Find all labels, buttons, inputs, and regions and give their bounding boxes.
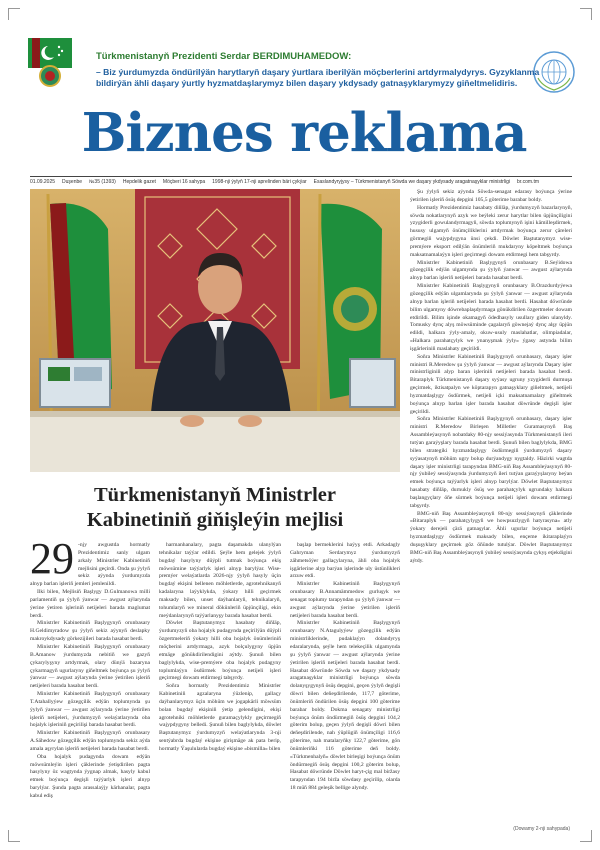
crop-mark-bottom-right bbox=[580, 830, 592, 842]
article-paragraph: harmanhanalary, pagta daşamakda ulanylýan tehnikalar taýýar edildi. Şeýle hem gelejek ýylyň bugdaý hasylyny düýpli tutmak boýunça ekiş möwsümine taýýarlyk işleri alnyp barylýar. Wise-premýer welaýatlarda 2026-njy ýylyň hasyly üçin bugdaý ekişini bellenen möhletlerde, agrotehnikanyň kadalaryna laýyklykda, ýokary hilli geçirmek maksady bilen, unset daýhanlaryň, tehnikalaryň, tohumlaryň we mineral dökünleriň üpjünçiligi, ekin meýdanlarynyň taýýarlanyşy barada hasabat berdi. bbox=[159, 542, 281, 619]
president-quote: – Biz ýurdumyzda öndürilýän harytlaryň daşary ýurtlara iberilýän möçberlerini artdyrmalydyrys. Gyzyklanma bildirýän ähli daşary ýurtly hyzmatdaşlarymyz bilen daşary ykdysady gatnaşyklarymyzy giňeltmelidiris. bbox=[96, 67, 540, 88]
article-paragraph: Soňra Ministrler Kabinetiniň Başlygynyň orunbasary, daşary işler ministri R.Meredow Birleşen Milletler Guramasynyň Baş Assambleýasynyň nobatdaky 80-njy sessiýasynda Türkmenistanyň ileri tutýan garaýyşlary barada hasabat berdi. Şunuň bilen baglylykda, BMG bilen strategiki hyzmatdaşlygy ösdürmegiň ýurdumyzyň daşary syýasatynyň möhüm ugry bolup durýandygy nygtaldy. Häzirki wagtda daşary işler ministrligi tarapyndan BMG-niň Baş Assambleýasynyň 80-njy ýubileý sessiýasynda ýurdumyzyň ileri tutýan garaýyşlaryny beýan etmek boýunça taýýarlyk işleri alnyp barylýar. Döwlet Baştutanymyz hasabaty diňläp, durnukly ösüş we parahatçylyk ugrundaky halkara başlangyçlary öňe sürmek boýunça netijeli işleri dowam etdirmegi tabşyrdy. bbox=[410, 416, 572, 509]
issue-info-bar bbox=[30, 176, 572, 188]
article-paragraph: -njy awgustda hormatly Prezidentimiz sanly ulgam arkaly Ministrler Kabinetiniň mejlisini geçirdi. Onda şu ýylyň sekiz aýynda ýurdumyzda alnyp barlan işleriň jemleri jemlenildi. bbox=[30, 542, 150, 588]
article-paragraph: Oba hojalyk pudagynda dowam edýän möwsümleýin işleri çäklerinde ýetişdirilen pagta hasylyny öz wagtynda ýygnap almak, hasyly kabul etmek boýunça degişli taýýarlyk işleri alnyp barylýar. Şunda pagta arassalaýjy kärhanalar, pagta kabul ediş bbox=[30, 753, 150, 799]
article-column-4 bbox=[410, 189, 572, 839]
article-paragraph: Ministrler Kabinetiniň Başlygynyň orunbasary B.Orazdurdyýewa gözegçilik edýän ulgamlarynda şu ýylyň ýanwar — awgust aýlarynda alnyp barlan işleriň netijeleri barada hasabat berdi. Hasabat döwründe bilim ulgamyny döwrebaplaşdyrmaga gönükdirilen özgertmeler dowam etdirildi. Bilim işinde okamagyň ödedhasyly usullary giden ulanyldy. Tomusky dynç alyş möwsüminde çagalaryň göwnejaý dynç alşy üpjün edildi, halkara ýyly-amaly, okuw-usuly maslahatlar, olimpiadalar, «Halkara parahatçylyk we ynanyşmak ýyly» ýgasy astynda bilim işgärleriniň maslahaty geçirildi. bbox=[410, 283, 572, 352]
president-photo bbox=[30, 189, 400, 472]
crop-mark-bottom-left bbox=[8, 830, 20, 842]
article-paragraph: Ilki bilen, Mejlisiň Başlygy D.Gulmanowa milli parlamentiň şu ýylyň ýanwar — awgust aýlarynda ýerine ýetiren işleriniň netijeleri barada maglumat berdi. bbox=[30, 589, 150, 619]
newspaper-masthead: Biznes reklama bbox=[81, 102, 527, 164]
president-title: Türkmenistanyň Prezidenti Serdar BERDIMUHAMEDOW: bbox=[96, 51, 352, 62]
article-paragraph: Ministrler Kabinetiniň Başlygynyň orunbasary T.Atahallyýew gözegçilik edýän toplumynda şu ýylyň ýanwar — awgust aýlarynda ýerine ýetirilen işleriň netijeleri, ýurdumyzyň welaýatlarynda oba hojalyk işleriniň geçirilişi barada hasabat berdi. bbox=[30, 691, 150, 729]
issue-pages: Möçberi 16 sahypa bbox=[162, 179, 206, 185]
article-column-1 bbox=[30, 542, 150, 832]
article-paragraph: Ministrler Kabinetiniň Başlygynyň orunbasary N.Atagulyýew gözegçilik edýän ministrliklerinde, pudaklaýyn dolandyryş edaralarynda, şeýle hem telekeçilik ulgamynda şu ýylyň ýanwar — awgust aýlarynda ýerine ýetirilen işleriň netijeleri barada hasabat berdi. Hasabat döwründe Söwda we daşary ykdysady aragatnaşyklar ministrligi boýunça söwda dolanyşygynyň ösüş depgini, geçen ýylyň degişli döwri bilen deňeşdirilende, 117,7 göterime, önümleriň öndürilen ösüş depgini 100 göterime barabar boldy. Dokma senagaty ministrligi boýunça önüm öndürmegiň ösüş depgini 104,2 göterim bolup, geçen ýylyň degişli döwri bilen deňeşdirilende, nah ýüplügiň önümçiligi 116,6 göterime, nah matalaryňky 122,7 göterime, gön önümleriňki 116 göterime deň boldy. «Türkmenhalyň» döwlet birleşigi boýunça önüm öndürmegiň ösüş depgini 100,2 göterim bolup, Hasabat döwründe Döwlet haryt-çig mal biržasy tarapyndan 194 birža söwdasy geçirilip, olarda 18 müň 884 geleşik bellige alyndy. bbox=[290, 620, 400, 792]
issue-weekday: Duşenbe bbox=[62, 179, 83, 185]
article-paragraph: Ministrler Kabinetiniň Başlygynyň orunbasary B.Annamämmedow gurluşyk we senagat toplumy tarapyndan şu ýylyň ýanwar — awgust aýlarynda ýerine ýetirilen işleriň netijeleri barada hasabat berdi. bbox=[290, 581, 400, 619]
headline-line-2: Kabinetiniň giňişleýin mejlisi bbox=[86, 509, 344, 531]
issue-website: br.com.tm bbox=[517, 179, 539, 185]
article-paragraph: başlap bermeklerini haýyş etdi. Arkadagly Gahryman Serdarymyz ýurdumyzyň zähmetsöýer gallaçylaryna, ähli oba hojalyk işgärlerine alyp barýan işlerinde uly üstünlikleri arzuw etdi. bbox=[290, 542, 400, 580]
article-paragraph: Hormatly Prezidentimiz hasabaty diňläp, ýurdumyzyň bazarlarynyň, söwda nokatlarynyň azyk we beýleki zerur harytlar bilen üpjünçiligini yzygiderli gowulandyrmagyň, söwda toplumynyň işini kämilleşdirmek, hususy ulgamyň önümçiliklerini artdyrmak boýunça zerur çäreleri görmegiň wajypdygyna ünsi çekdi. Döwlet Baştutanymyz wise-premýere eksport edilýän önümleriň mukdaryny köpeltmek boýunça maksatnamalaýyn işleri geçirmegi dowam etdirmegi hem tabşyrdy. bbox=[410, 204, 572, 258]
article-paragraph: BMG-niň Baş Assambleýasynyň 80-njy sessiýasynyň çäklerinde «Bitaraplyk — parahatçylygyň we howpsuzlygyň hatyrasyna» atly ýokary derejeli çärä gatnaşylar. Ähli ugurlar boýunça netijeli hyzmatdaşlygy ösdürmek maksady bilen, ençeme ikitaraplaýyn duşuşyklary geçirmek göz öňünde tutulýar. Döwlet Baştutanymyz BMG-niň Baş Assambleýasynyň ýubileý sessiýasynda çykyş etjekdigini aýtdy. bbox=[410, 510, 572, 564]
crop-mark-top-right bbox=[580, 8, 592, 20]
article-paragraph: Döwlet Baştutanymyz hasabaty diňläp, ýurdumyzyň oba hojalyk pudagynda geçirilýän düýpli özgertmeleriň ýokary hilli oba hojalyk önümleriniň möçberini artdyrmaga, azyk bolçulygyny üpjün etmäge gönükdirilendigini aýtdy. Şunuň bilen baglylykda, wise-premýere oba hojalyk pudagyny toplumlaýyn ösdürmek boýunça netijeli işleri geçirmegi dowam etdirmegi tabşyrdy. bbox=[159, 620, 281, 682]
article-paragraph: Soňra hormatly Prezidentimiz Ministrler Kabinetiniň agzalaryna ýüzlenip, gallaçy daýhanlarymyz üçin möhüm we jogapkärli möwsüm bolan bugdaý ekişiniň ýetip gelendigini, ekişi agrotehniki möhletlerde guramaçylykly geçirmegiň wajypdygyny belledi. Şunuň bilen baglylykda, döwlet Baştutanymyz ýurdumyzyň welaýatlarynda 3-nji sentýabrda bugdaý ekişine girişmäge ak pata berip, hormatly Ýaşulularda bugdaý ekişine «bismilla» bilen bbox=[159, 683, 281, 752]
issue-founder: Esaslandyryjysy – Türkmenistanyň Söwda we daşary ykdysady aragatnaşyklar ministrligi bbox=[313, 179, 511, 185]
article-headline bbox=[30, 483, 400, 533]
issue-number: №35 (1393) bbox=[89, 179, 116, 185]
article-paragraph: Ministrler Kabinetiniň Başlygynyň orunbasary A.Sähedow gözegçilik edýän toplumynda sekiz aýda amala aşyrylan işleriň netijeleri barada hasabat berdi. bbox=[30, 730, 150, 752]
article-paragraph: Ministrler Kabinetiniň Başlygynyň orunbasary B.Amanow ýurdumyzda nebitiň we gazyň çykarylyşyny artdyrmak, olary dünýä bazaryna çykarmagyň ugurlaryny giňeltmek boýunça şu ýylyň ýanwar — awgust aýlarynda ýerine ýetirilen işleriň netijeleri barada hasabat berdi. bbox=[30, 643, 150, 690]
article-paragraph: Ministrler Kabinetiniň Başlygynyň orunbasary B.Seýidowa gözegçilik edýän ulgamynda şu ýylyň ýanwar — awgust aýlarynda alnyp barlan işleriň netijeleri barada hasabat berdi. bbox=[410, 259, 572, 282]
article-paragraph: Soňra Ministrler Kabinetiniň Başlygynyň orunbasary, daşary işler ministri R.Meredow şu ýylyň ýanwar — awgust aýlarynda Daşary işler ministrliginiň alyp baran işleriniň netijeleri barada hasabat berdi. Bitaraplyk Türkmenistanyň daşary syýasy ugruny yzygiderli durmuşa geçirmek, iktisatpalyn we köptarapyn gatnaşyklary giňeltmek, netijeli hyzmatdaşlygy ösdürmek, netijeli içki maksatnamalary giňeltmek boýunça alnyp barlan işler barada hasabat döwründe degişli işler geçirildi. bbox=[410, 353, 572, 415]
issue-frequency: Hepdelik gazet bbox=[122, 179, 156, 185]
issue-founded: 1998-nji ýylyň 17-nji aprelinden bäri çykýar bbox=[212, 179, 307, 185]
article-dropcap: 29 bbox=[30, 542, 74, 583]
article-paragraph: Şu ýylyň sekiz aýynda Söwda-senagat edarasy boýunça ýerine ýetirilen işleriň ösüş depgini 105,5 göterime barabar boldy. bbox=[410, 189, 572, 203]
turkmenistan-emblem-icon bbox=[26, 36, 74, 88]
article-column-2 bbox=[159, 542, 281, 832]
headline-line-1: Türkmenistanyň Ministrler bbox=[93, 484, 337, 506]
continued-note: (Dowamy 2-nji sahypada) bbox=[513, 826, 570, 832]
issue-date: 01.09.2025 bbox=[30, 179, 56, 185]
crop-mark-top-left bbox=[8, 8, 20, 20]
article-column-3 bbox=[290, 542, 400, 832]
article-paragraph: Ministrler Kabinetiniň Başlygynyň orunbasary H.Geldimyradow şu ýylyň sekiz aýynyň deslapky makroykdysady görkezijileri barada hasabat berdi. bbox=[30, 620, 150, 643]
